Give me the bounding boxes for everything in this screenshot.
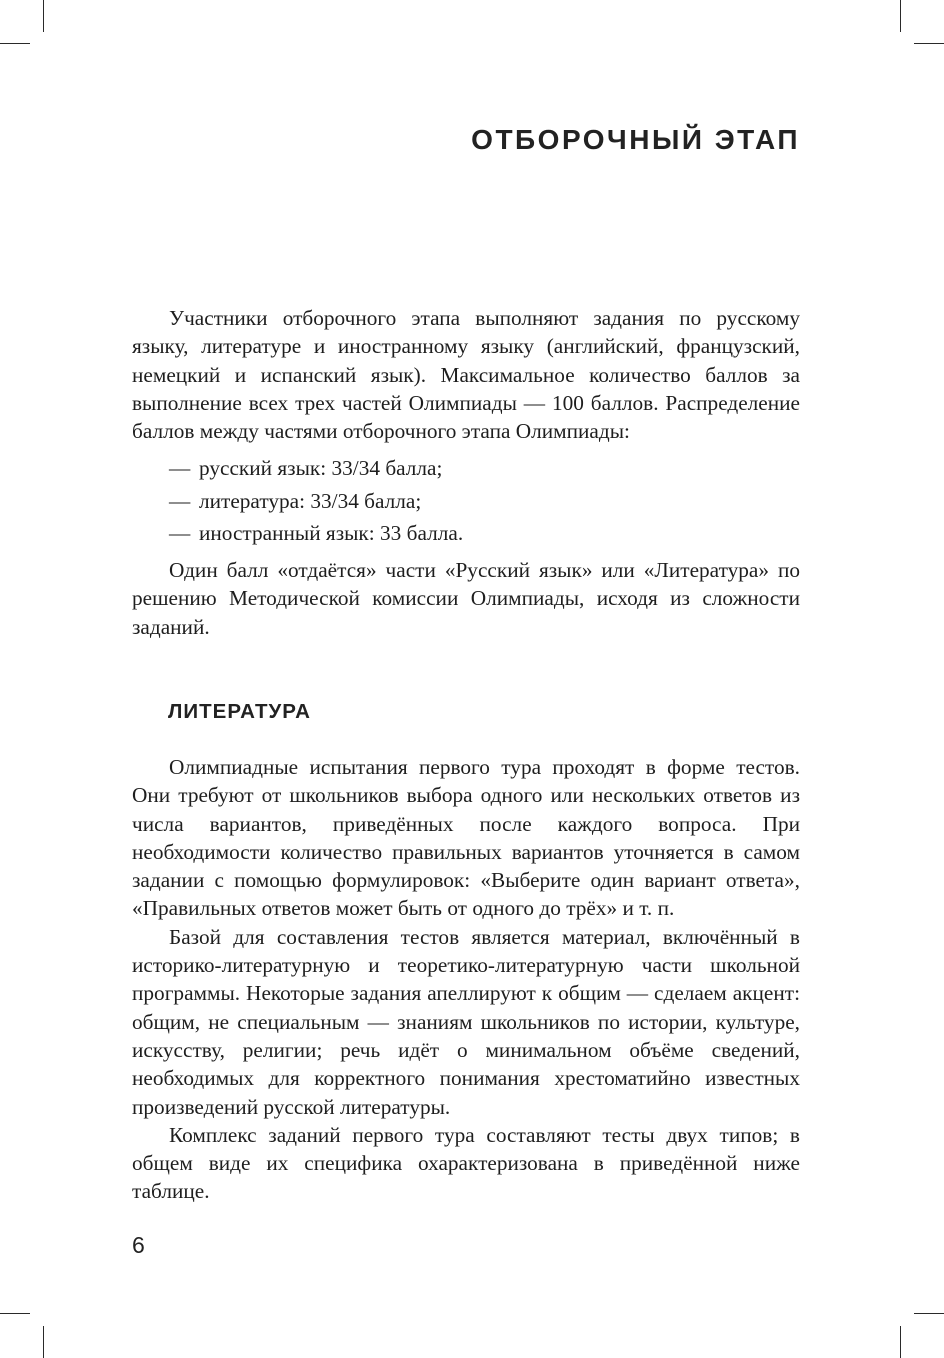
list-dash: — (169, 488, 191, 513)
extra-point-section (132, 556, 800, 641)
list-item (132, 454, 800, 487)
list-item-text: иностранный язык: 33 балла. (199, 521, 464, 545)
crop-mark (914, 43, 944, 44)
score-list (132, 454, 800, 552)
chapter-title: ОТБОРОЧНЫЙ ЭТАП (471, 124, 800, 155)
list-item-text: русский язык: 33/34 балла; (199, 456, 443, 480)
literature-section (132, 753, 800, 1206)
intro-section (132, 304, 800, 445)
page-number: 6 (132, 1232, 145, 1258)
literature-paragraph: Олимпиадные испытания первого тура проходят в форме тестов. Они требуют от школьников выбора одного или нескольких ответов из числа вариантов, приведённых после каждого вопроса. При необходимости количество правильных вариантов уточняется в самом задании с помощью формулировок: «Выберите один вариант ответа», «Правильных ответов может быть от одного до трёх» и т. п. (132, 755, 800, 921)
list-dash: — (169, 456, 191, 480)
crop-mark (914, 1313, 944, 1314)
crop-mark (43, 1326, 44, 1358)
literature-paragraph: Комплекс заданий первого тура составляют тесты двух типов; в общем виде их специфика охарактеризована в приведённой ниже таблице. (132, 1122, 800, 1204)
crop-mark (900, 1326, 901, 1358)
literature-paragraph: Базой для составления тестов является материал, включённый в историко-литературную и теоретико-литературную части школьной программы. Некоторые задания апеллируют к общим — сделаем акцент: общим, не специальным — знаниям школьников по истории, культуре, искусству, религии; речь идёт о минимальном объёме сведений, необходимых для корректного понимания хрестоматийно известных произведений русской литературы. (132, 924, 800, 1119)
crop-mark (43, 0, 44, 32)
list-item-text: литература: 33/34 балла; (199, 488, 422, 513)
list-dash: — (169, 521, 191, 545)
crop-mark (0, 43, 30, 44)
crop-mark (0, 1313, 30, 1314)
section-heading: ЛИТЕРАТУРА (168, 700, 311, 723)
intro-paragraph: Участники отборочного этапа выполняют задания по русскому языку, литературе и иностранному языку (английский, французский, немецкий и испанский язык). Максимальное количество баллов за выполнение всех трех частей Олимпиады — 100 баллов. Распределение баллов между частями отборочного этапа Олимпиады: (132, 306, 800, 444)
list-item (132, 487, 800, 520)
extra-point-paragraph: Один балл «отдаётся» части «Русский язык» или «Литература» по решению Методической комиссии Олимпиады, исходя из сложности заданий. (132, 558, 800, 639)
crop-mark (900, 0, 901, 32)
list-item (132, 519, 800, 552)
